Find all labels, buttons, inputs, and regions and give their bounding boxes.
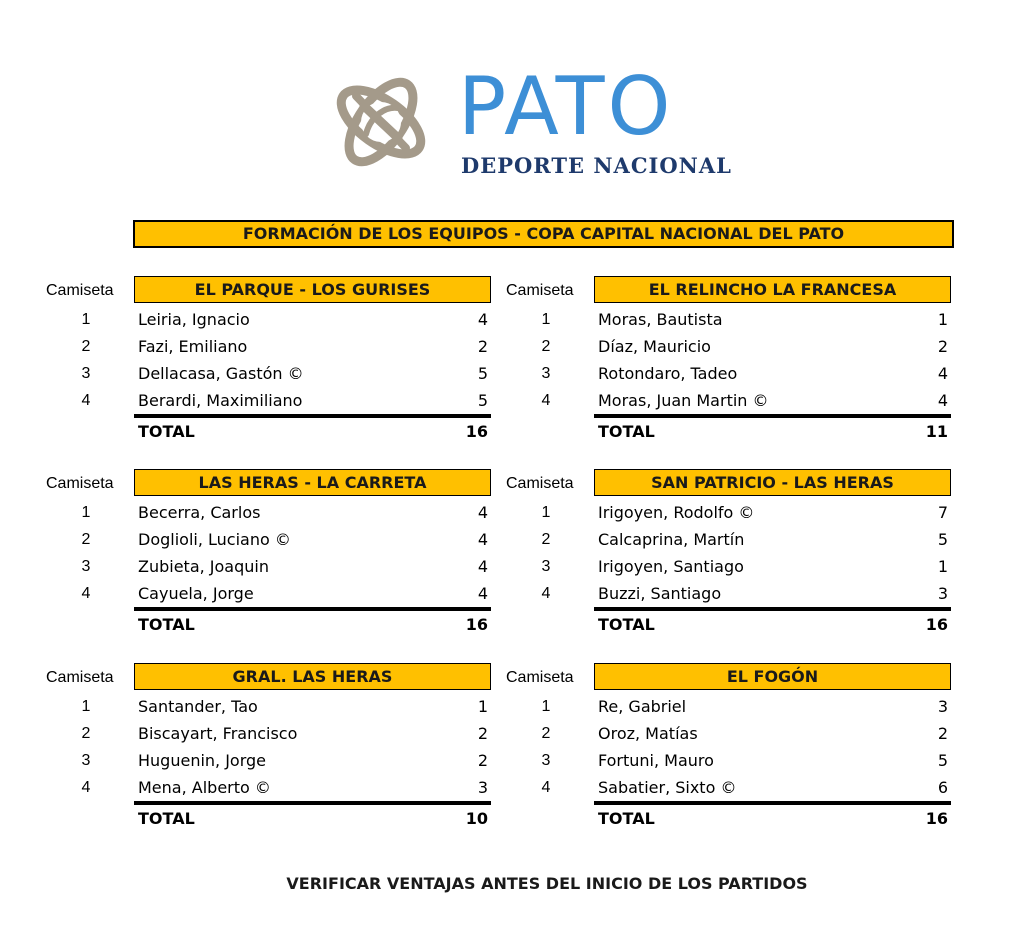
player-row [46, 693, 506, 720]
player-row [46, 499, 506, 526]
player-row [46, 720, 506, 747]
player-name: Irigoyen, Rodolfo © [598, 503, 755, 522]
shirt-number: 1 [81, 698, 91, 715]
player-points: 1 [937, 310, 948, 329]
team-name-header: EL RELINCHO LA FRANCESA [594, 276, 951, 303]
player-points: 4 [937, 364, 948, 383]
total-divider [134, 801, 491, 805]
total-value: 11 [925, 422, 948, 441]
player-list [506, 306, 966, 414]
total-row [46, 420, 506, 444]
player-points: 4 [477, 310, 488, 329]
total-label: TOTAL [138, 809, 195, 828]
shirt-number: 1 [541, 311, 551, 328]
shirt-number: 3 [81, 752, 91, 769]
camiseta-label: Camiseta [506, 282, 574, 299]
player-points: 4 [937, 391, 948, 410]
shirt-number: 4 [541, 585, 551, 602]
player-row [506, 693, 966, 720]
player-row [506, 387, 966, 414]
total-label: TOTAL [598, 809, 655, 828]
shirt-number: 1 [541, 698, 551, 715]
player-row [506, 720, 966, 747]
shirt-number: 2 [81, 338, 91, 355]
player-row [506, 553, 966, 580]
total-divider [594, 801, 951, 805]
camiseta-label: Camiseta [46, 282, 114, 299]
team-name-header: EL PARQUE - LOS GURISES [134, 276, 491, 303]
player-name: Calcaprina, Martín [598, 530, 745, 549]
player-points: 4 [477, 584, 488, 603]
player-name: Re, Gabriel [598, 697, 687, 716]
player-name: Rotondaro, Tadeo [598, 364, 738, 383]
player-points: 4 [477, 503, 488, 522]
player-points: 1 [937, 557, 948, 576]
player-name: Moras, Bautista [598, 310, 723, 329]
player-points: 2 [477, 751, 488, 770]
shirt-number: 3 [541, 558, 551, 575]
total-row [506, 420, 966, 444]
total-row [506, 613, 966, 637]
player-name: Biscayart, Francisco [138, 724, 298, 743]
total-divider [134, 414, 491, 418]
player-list [46, 693, 506, 801]
player-name: Berardi, Maximiliano [138, 391, 303, 410]
team-block [506, 469, 966, 639]
player-points: 3 [477, 778, 488, 797]
camiseta-label: Camiseta [506, 669, 574, 686]
player-points: 6 [937, 778, 948, 797]
player-row [46, 526, 506, 553]
shirt-number: 1 [541, 504, 551, 521]
pato-logo [326, 60, 732, 186]
shirt-number: 1 [81, 504, 91, 521]
player-list [506, 499, 966, 607]
player-points: 3 [937, 697, 948, 716]
shirt-number: 3 [541, 365, 551, 382]
player-row [506, 580, 966, 607]
shirt-number: 4 [81, 392, 91, 409]
footer-note: VERIFICAR VENTAJAS ANTES DEL INICIO DE LOS PARTIDOS [286, 874, 808, 893]
shirt-number: 4 [541, 779, 551, 796]
team-block [46, 276, 506, 446]
total-label: TOTAL [598, 422, 655, 441]
player-name: Oroz, Matías [598, 724, 698, 743]
player-row [506, 306, 966, 333]
shirt-number: 2 [541, 531, 551, 548]
shirt-number: 2 [81, 725, 91, 742]
player-points: 3 [937, 584, 948, 603]
player-points: 7 [937, 503, 948, 522]
player-points: 1 [477, 697, 488, 716]
team-name-header: GRAL. LAS HERAS [134, 663, 491, 690]
player-name: Dellacasa, Gastón © [138, 364, 304, 383]
team-name-header: SAN PATRICIO - LAS HERAS [594, 469, 951, 496]
camiseta-label: Camiseta [46, 475, 114, 492]
team-name-header: LAS HERAS - LA CARRETA [134, 469, 491, 496]
player-list [46, 499, 506, 607]
player-row [46, 553, 506, 580]
player-points: 2 [477, 337, 488, 356]
shirt-number: 2 [81, 531, 91, 548]
total-row [506, 807, 966, 831]
player-points: 5 [937, 530, 948, 549]
shirt-number: 1 [81, 311, 91, 328]
total-divider [594, 607, 951, 611]
player-row [46, 360, 506, 387]
player-points: 4 [477, 557, 488, 576]
team-block [506, 663, 966, 833]
team-block [506, 276, 966, 446]
player-row [46, 387, 506, 414]
camiseta-label: Camiseta [506, 475, 574, 492]
player-points: 2 [937, 337, 948, 356]
player-points: 2 [937, 724, 948, 743]
player-row [506, 774, 966, 801]
player-row [506, 499, 966, 526]
shirt-number: 3 [81, 558, 91, 575]
total-label: TOTAL [598, 615, 655, 634]
team-block [46, 663, 506, 833]
team-name-header: EL FOGÓN [594, 663, 951, 690]
shirt-number: 2 [541, 338, 551, 355]
pato-ball-logo-icon [326, 66, 436, 178]
player-points: 5 [477, 391, 488, 410]
logo-subtitle: DEPORTE NACIONAL [461, 153, 732, 178]
page-title-banner: FORMACIÓN DE LOS EQUIPOS - COPA CAPITAL NACIONAL DEL PATO [133, 220, 954, 248]
player-name: Huguenin, Jorge [138, 751, 267, 770]
shirt-number: 4 [541, 392, 551, 409]
total-value: 16 [465, 422, 488, 441]
player-name: Buzzi, Santiago [598, 584, 722, 603]
player-name: Moras, Juan Martin © [598, 391, 769, 410]
player-name: Becerra, Carlos [138, 503, 261, 522]
player-row [46, 774, 506, 801]
player-name: Cayuela, Jorge [138, 584, 254, 603]
total-value: 16 [925, 615, 948, 634]
team-block [46, 469, 506, 639]
total-value: 10 [465, 809, 488, 828]
player-row [46, 580, 506, 607]
player-row [506, 526, 966, 553]
camiseta-label: Camiseta [46, 669, 114, 686]
total-label: TOTAL [138, 422, 195, 441]
player-points: 4 [477, 530, 488, 549]
player-row [46, 333, 506, 360]
player-row [506, 360, 966, 387]
player-points: 2 [477, 724, 488, 743]
total-divider [594, 414, 951, 418]
player-name: Díaz, Mauricio [598, 337, 711, 356]
total-value: 16 [925, 809, 948, 828]
player-list [46, 306, 506, 414]
player-name: Fortuni, Mauro [598, 751, 714, 770]
player-row [46, 747, 506, 774]
player-row [506, 747, 966, 774]
shirt-number: 3 [541, 752, 551, 769]
player-name: Leiria, Ignacio [138, 310, 250, 329]
total-divider [134, 607, 491, 611]
player-row [506, 333, 966, 360]
total-label: TOTAL [138, 615, 195, 634]
player-name: Sabatier, Sixto © [598, 778, 737, 797]
player-points: 5 [477, 364, 488, 383]
shirt-number: 4 [81, 585, 91, 602]
shirt-number: 3 [81, 365, 91, 382]
logo-wordmark: PATO [458, 60, 674, 153]
player-name: Mena, Alberto © [138, 778, 271, 797]
player-row [46, 306, 506, 333]
player-name: Zubieta, Joaquin [138, 557, 269, 576]
shirt-number: 4 [81, 779, 91, 796]
player-name: Santander, Tao [138, 697, 258, 716]
shirt-number: 2 [541, 725, 551, 742]
player-name: Doglioli, Luciano © [138, 530, 291, 549]
player-list [506, 693, 966, 801]
player-points: 5 [937, 751, 948, 770]
total-row [46, 613, 506, 637]
total-value: 16 [465, 615, 488, 634]
total-row [46, 807, 506, 831]
player-name: Irigoyen, Santiago [598, 557, 744, 576]
player-name: Fazi, Emiliano [138, 337, 248, 356]
